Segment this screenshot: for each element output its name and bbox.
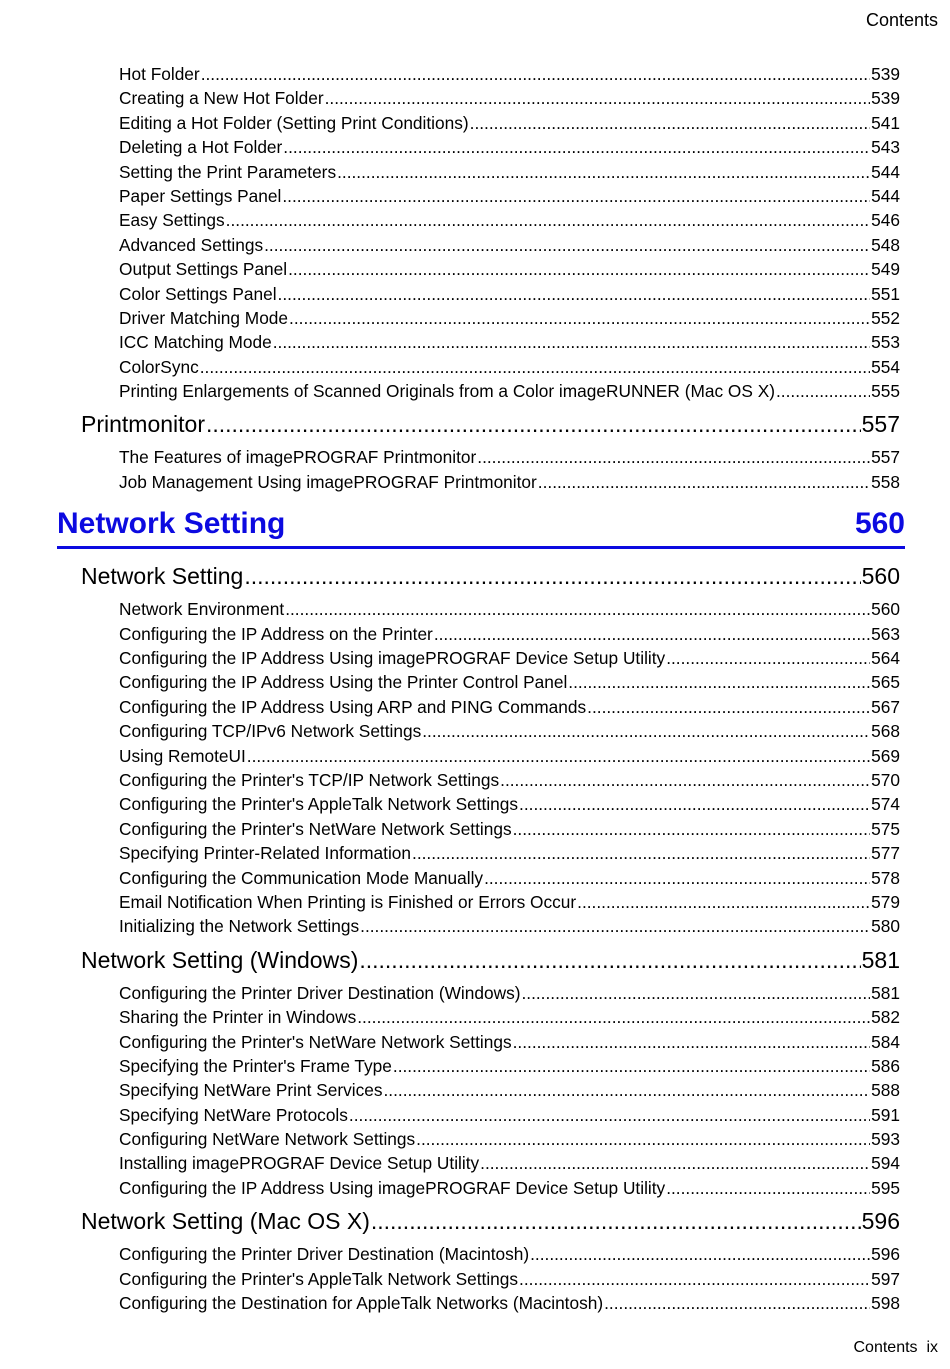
toc-entry-page: 560: [871, 599, 900, 620]
dot-leader: [416, 1127, 870, 1151]
toc-entry-title: ColorSync: [119, 356, 199, 377]
toc-entry-title: Configuring the IP Address Using imagePROGRAF Device Setup Utility: [119, 648, 666, 669]
toc-section-entry[interactable]: [81, 939, 900, 981]
toc-entry-page: 593: [871, 1129, 900, 1150]
toc-entry-page: 597: [871, 1268, 900, 1289]
dot-leader: [285, 597, 870, 621]
dot-leader: [206, 403, 861, 445]
dot-leader: [288, 257, 870, 281]
toc-entry[interactable]: [119, 1078, 900, 1102]
toc-entry[interactable]: [119, 719, 900, 743]
dot-leader: [393, 1054, 870, 1078]
dot-leader: [538, 470, 870, 494]
toc-entry-title: Configuring the IP Address Using ARP and PING Commands: [119, 696, 587, 717]
dot-leader: [477, 445, 870, 469]
toc-entry-title: Specifying Printer-Related Information: [119, 843, 412, 864]
toc-entry-page: 541: [871, 112, 900, 133]
toc-entry[interactable]: [119, 890, 900, 914]
toc-entry-title: Setting the Print Parameters: [119, 161, 337, 182]
toc-section-entry[interactable]: [81, 555, 900, 597]
dot-leader: [521, 981, 870, 1005]
toc-section-entry[interactable]: [81, 403, 900, 445]
toc-entry-title: Specifying NetWare Print Services: [119, 1080, 383, 1101]
dot-leader: [244, 555, 860, 597]
toc-entry[interactable]: [119, 445, 900, 469]
toc-entry-title: Easy Settings: [119, 210, 225, 231]
toc-entry-page: 581: [861, 946, 900, 973]
toc-entry-page: 586: [871, 1055, 900, 1076]
toc-entry-page: 560: [861, 563, 900, 590]
toc-entry-page: 544: [871, 185, 900, 206]
toc-entry-page: 539: [871, 64, 900, 84]
dot-leader: [360, 914, 870, 938]
toc-entry-title: Output Settings Panel: [119, 259, 288, 280]
toc-entry[interactable]: [119, 257, 900, 281]
toc-entry-title: Job Management Using imagePROGRAF Printmonitor: [119, 471, 537, 492]
dot-leader: [480, 1151, 870, 1175]
toc-entry[interactable]: [119, 646, 900, 670]
toc-entry-title: Network Setting (Windows): [81, 946, 359, 973]
toc-entry-title: Configuring the Printer's NetWare Network Settings: [119, 1031, 512, 1052]
toc-section-entry[interactable]: [81, 1200, 900, 1242]
toc-entry-title: Network Setting (Mac OS X): [81, 1208, 370, 1235]
toc-entry-page: 565: [871, 672, 900, 693]
dot-leader: [359, 939, 860, 981]
toc-entry-title: Configuring the IP Address Using imagePROGRAF Device Setup Utility: [119, 1177, 666, 1198]
toc-entry[interactable]: [119, 914, 900, 938]
toc-entry-page: 548: [871, 234, 900, 255]
toc-entry-page: 544: [871, 161, 900, 182]
toc-entry-title: Printmonitor: [81, 411, 205, 438]
dot-leader: [325, 86, 871, 110]
toc-entry-title: Hot Folder: [119, 64, 200, 84]
toc-entry[interactable]: [119, 1267, 900, 1291]
toc-entry-page: 558: [871, 471, 900, 492]
toc-entry-page: 567: [871, 696, 900, 717]
toc-entry-title: Configuring the Communication Mode Manually: [119, 867, 484, 888]
toc-entry[interactable]: [119, 744, 900, 768]
toc-entry[interactable]: [119, 135, 900, 159]
toc-entry[interactable]: [119, 768, 900, 792]
dot-leader: [422, 719, 870, 743]
toc-entry-title: Installing imagePROGRAF Device Setup Utility: [119, 1153, 480, 1174]
toc-entry-title: Deleting a Hot Folder: [119, 137, 283, 158]
toc-entry[interactable]: [119, 981, 900, 1005]
dot-leader: [247, 744, 870, 768]
dot-leader: [604, 1291, 870, 1315]
dot-leader: [357, 1005, 870, 1029]
toc-entry-page: 595: [871, 1177, 900, 1198]
toc-entry[interactable]: [119, 86, 900, 110]
toc-entry-page: 584: [871, 1031, 900, 1052]
dot-leader: [434, 622, 870, 646]
toc-entry-title: Using RemoteUI: [119, 745, 246, 766]
toc-entry[interactable]: [119, 379, 900, 403]
dot-leader: [371, 1200, 861, 1242]
toc-entry-title: Configuring the Printer Driver Destination (Macintosh): [119, 1244, 530, 1265]
dot-leader: [513, 1030, 871, 1054]
toc-entry[interactable]: [119, 184, 900, 208]
toc-entry-page: 557: [861, 411, 900, 438]
toc-entry-page: 557: [871, 447, 900, 468]
dot-leader: [383, 1078, 870, 1102]
toc-entry-page: 570: [871, 769, 900, 790]
toc-entry[interactable]: [119, 622, 900, 646]
toc-entry[interactable]: [119, 1103, 900, 1127]
toc-entry[interactable]: [119, 841, 900, 865]
dot-leader: [568, 670, 870, 694]
dot-leader: [283, 135, 870, 159]
toc-entry-title: Color Settings Panel: [119, 283, 277, 304]
toc-entry-title: Configuring the Destination for AppleTalk Networks (Macintosh): [119, 1293, 604, 1314]
toc-entry-title: Configuring the Printer's AppleTalk Network Settings: [119, 1268, 519, 1289]
dot-leader: [484, 866, 870, 890]
toc-entry-page: 552: [871, 307, 900, 328]
toc-entry[interactable]: [119, 355, 900, 379]
toc-entry-page: 598: [871, 1293, 900, 1314]
dot-leader: [201, 62, 870, 86]
page-footer: [854, 1337, 939, 1359]
toc-entry-title: Network Setting: [81, 563, 244, 590]
dot-leader: [282, 184, 870, 208]
toc-entry-page: 543: [871, 137, 900, 158]
toc-entry-page: 582: [871, 1007, 900, 1028]
toc-entry-title: Editing a Hot Folder (Setting Print Conditions): [119, 112, 469, 133]
toc-entry-page: 588: [871, 1080, 900, 1101]
toc-entry-page: 594: [871, 1153, 900, 1174]
toc-entry[interactable]: [119, 470, 900, 494]
dot-leader: [577, 890, 870, 914]
dot-leader: [200, 355, 870, 379]
toc-entry-title: The Features of imagePROGRAF Printmonitor: [119, 447, 477, 468]
toc-entry-page: 574: [871, 794, 900, 815]
toc-entry[interactable]: [119, 597, 900, 621]
toc-entry[interactable]: [119, 111, 900, 135]
toc-entry[interactable]: [119, 330, 900, 354]
toc-entry-page: 568: [871, 721, 900, 742]
dot-leader: [278, 282, 871, 306]
toc-entry[interactable]: [119, 1176, 900, 1200]
dot-leader: [519, 1267, 870, 1291]
dot-leader: [264, 233, 870, 257]
toc-entry-title: Configuring the IP Address Using the Printer Control Panel: [119, 672, 568, 693]
dot-leader: [412, 841, 870, 865]
toc-entry-title: Specifying the Printer's Frame Type: [119, 1055, 392, 1076]
toc-entry[interactable]: [119, 1291, 900, 1315]
toc-entry-title: Configuring the Printer Driver Destination (Windows): [119, 982, 521, 1003]
dot-leader: [349, 1103, 870, 1127]
toc-entry-page: 579: [871, 891, 900, 912]
toc-entry[interactable]: [119, 670, 900, 694]
toc-entry-title: Configuring the IP Address on the Printer: [119, 623, 433, 644]
dot-leader: [273, 330, 870, 354]
toc-entry-page: 563: [871, 623, 900, 644]
dot-leader: [530, 1242, 870, 1266]
toc-entry[interactable]: [119, 160, 900, 184]
toc-entry[interactable]: [119, 866, 900, 890]
toc-entry-page: 591: [871, 1104, 900, 1125]
dot-leader: [513, 817, 871, 841]
dot-leader: [666, 646, 870, 670]
page-header-title: Contents: [865, 10, 938, 30]
toc-entry-title: Printing Enlargements of Scanned Originals from a Color imageRUNNER (Mac OS X): [119, 381, 775, 402]
toc-entry[interactable]: [119, 233, 900, 257]
toc-chapter-page: 560: [854, 507, 905, 541]
toc-entry[interactable]: [119, 817, 900, 841]
toc-entry[interactable]: [119, 695, 900, 719]
toc-entry-page: 575: [871, 818, 900, 839]
toc-entry-page: 581: [871, 982, 900, 1003]
toc-entry[interactable]: [119, 1127, 900, 1151]
toc-chapter-title: Network Setting: [57, 507, 286, 541]
toc-entry-page: 578: [871, 867, 900, 888]
dot-leader: [226, 208, 870, 232]
toc-entry[interactable]: [119, 208, 900, 232]
footer-label: Contents: [853, 1339, 918, 1356]
footer-page-number: ix: [926, 1339, 938, 1356]
dot-leader: [337, 160, 870, 184]
toc-entry-page: 546: [871, 210, 900, 231]
table-of-contents: [0, 62, 950, 1315]
toc-entry-title: Configuring the Printer's TCP/IP Network Settings: [119, 769, 500, 790]
toc-entry-page: 569: [871, 745, 900, 766]
toc-entry-page: 580: [871, 916, 900, 937]
toc-chapter-heading[interactable]: [57, 504, 905, 549]
dot-leader: [470, 111, 871, 135]
toc-entry[interactable]: [119, 1242, 900, 1266]
toc-entry[interactable]: [119, 1030, 900, 1054]
toc-entry[interactable]: [119, 282, 900, 306]
toc-entry-page: 555: [871, 381, 900, 402]
toc-entry-title: Email Notification When Printing is Finished or Errors Occur: [119, 891, 577, 912]
toc-entry-title: Driver Matching Mode: [119, 307, 289, 328]
toc-entry-title: Specifying NetWare Protocols: [119, 1104, 348, 1125]
toc-entry-page: 577: [871, 843, 900, 864]
toc-entry-page: 551: [871, 283, 900, 304]
dot-leader: [776, 379, 870, 403]
toc-entry-title: Advanced Settings: [119, 234, 264, 255]
toc-entry-title: Creating a New Hot Folder: [119, 88, 324, 109]
toc-entry[interactable]: [119, 1005, 900, 1029]
dot-leader: [587, 695, 870, 719]
toc-entry-title: ICC Matching Mode: [119, 332, 272, 353]
dot-leader: [666, 1176, 870, 1200]
toc-entry-title: Configuring NetWare Network Settings: [119, 1129, 416, 1150]
dot-leader: [289, 306, 870, 330]
toc-entry-title: Sharing the Printer in Windows: [119, 1007, 357, 1028]
toc-entry-page: 596: [861, 1208, 900, 1235]
toc-entry-page: 596: [871, 1244, 900, 1265]
toc-entry-title: Configuring TCP/IPv6 Network Settings: [119, 721, 422, 742]
toc-entry-page: 554: [871, 356, 900, 377]
toc-entry-title: Configuring the Printer's AppleTalk Network Settings: [119, 794, 519, 815]
dot-leader: [519, 792, 870, 816]
dot-leader: [500, 768, 870, 792]
toc-entry-title: Configuring the Printer's NetWare Network Settings: [119, 818, 512, 839]
toc-entry-page: 549: [871, 259, 900, 280]
toc-entry[interactable]: [119, 1151, 900, 1175]
toc-entry[interactable]: [119, 1054, 900, 1078]
toc-entry-title: Network Environment: [119, 599, 285, 620]
toc-entry-title: Paper Settings Panel: [119, 185, 282, 206]
toc-entry-title: Initializing the Network Settings: [119, 916, 360, 937]
toc-entry[interactable]: [119, 306, 900, 330]
toc-entry[interactable]: [119, 62, 900, 86]
toc-entry-page: 553: [871, 332, 900, 353]
toc-entry-page: 539: [871, 88, 900, 109]
toc-entry[interactable]: [119, 792, 900, 816]
toc-entry-page: 564: [871, 648, 900, 669]
